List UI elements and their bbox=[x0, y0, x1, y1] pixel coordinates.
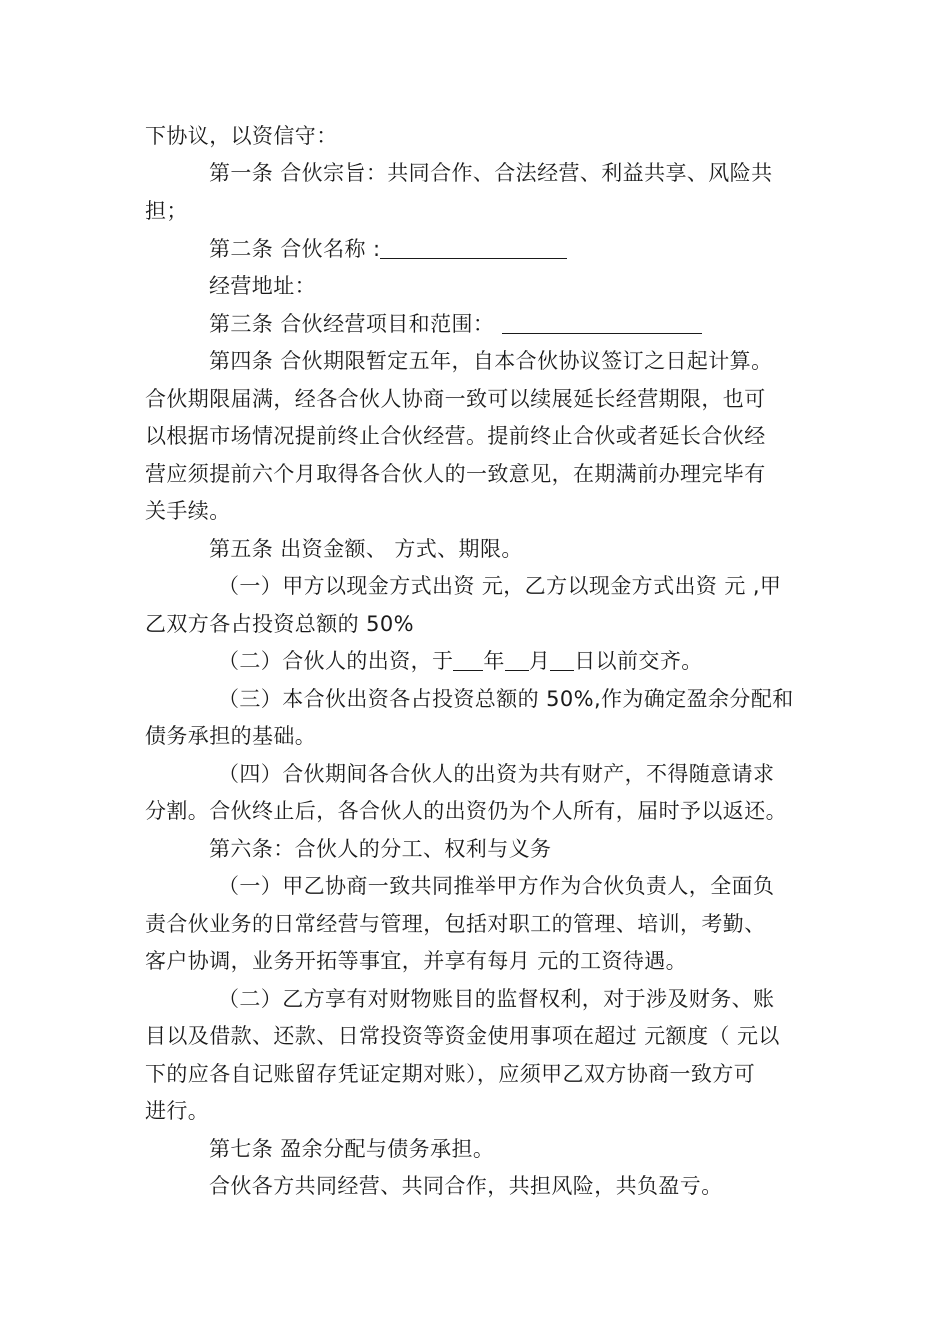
article-5-1-line-2: 乙双方各占投资总额的 50% bbox=[145, 612, 414, 636]
article-4-line-2: 合伙期限届满，经各合伙人协商一致可以续展延长经营期限，也可 bbox=[145, 387, 766, 411]
article-3-label: 第三条 合伙经营项目和范围： bbox=[209, 312, 495, 336]
article-1-line-1: 第一条 合伙宗旨：共同合作、合法经营、利益共享、风险共 bbox=[209, 161, 773, 185]
article-7-body: 合伙各方共同经营、共同合作，共担风险，共负盈亏。 bbox=[209, 1174, 723, 1198]
article-4-line-5: 关手续。 bbox=[145, 499, 231, 523]
partnership-name-blank bbox=[380, 236, 567, 259]
article-6-2-line-4: 进行。 bbox=[145, 1099, 210, 1123]
article-4-line-3: 以根据市场情况提前终止合伙经营。提前终止合伙或者延长合伙经 bbox=[145, 424, 766, 448]
article-5-2-text-d: 日以前交齐。 bbox=[574, 649, 703, 673]
article-5-2 bbox=[218, 646, 703, 676]
article-5-2-year: 年 bbox=[483, 649, 505, 673]
article-7-title: 第七条 盈余分配与债务承担。 bbox=[209, 1137, 495, 1161]
intro-tail: 下协议，以资信守： bbox=[145, 124, 338, 148]
article-4-line-4: 营应须提前六个月取得各合伙人的一致意见，在期满前办理完毕有 bbox=[145, 462, 766, 486]
article-5-3-line-1: （三）本合伙出资各占投资总额的 50%,作为确定盈余分配和 bbox=[218, 687, 794, 711]
article-5-title: 第五条 出资金额、 方式、期限。 bbox=[209, 537, 523, 561]
article-2 bbox=[209, 234, 567, 264]
article-5-1-line-1: （一）甲方以现金方式出资 元，乙方以现金方式出资 元 ,甲 bbox=[218, 574, 782, 598]
article-6-1-line-1: （一）甲乙协商一致共同推举甲方作为合伙负责人，全面负 bbox=[218, 874, 775, 898]
business-scope-blank bbox=[502, 311, 702, 334]
article-2-label: 第二条 合伙名称 : bbox=[209, 237, 381, 261]
article-5-4-line-2: 分割。合伙终止后，各合伙人的出资仍为个人所有，届时予以返还。 bbox=[145, 799, 787, 823]
article-5-4-line-1: （四）合伙期间各合伙人的出资为共有财产，不得随意请求 bbox=[218, 762, 775, 786]
article-5-3-line-2: 债务承担的基础。 bbox=[145, 724, 317, 748]
article-1-line-2: 担； bbox=[145, 199, 188, 223]
month-blank bbox=[505, 648, 529, 671]
article-6-2-line-3: 下的应各自记账留存凭证定期对账），应须甲乙双方协商一致方可 bbox=[145, 1062, 756, 1086]
article-6-1-line-2: 责合伙业务的日常经营与管理，包括对职工的管理、培训，考勤、 bbox=[145, 912, 766, 936]
article-6-2-line-2: 目以及借款、还款、日常投资等资金使用事项在超过 元额度（ 元以 bbox=[145, 1024, 780, 1048]
article-5-2-month: 月 bbox=[528, 649, 551, 673]
article-3 bbox=[209, 309, 702, 339]
article-4-line-1: 第四条 合伙期限暂定五年，自本合伙协议签订之日起计算。 bbox=[209, 349, 773, 373]
article-6-title: 第六条：合伙人的分工、权利与义务 bbox=[209, 837, 552, 861]
address-label: 经营地址： bbox=[209, 274, 316, 298]
article-6-1-line-3: 客户协调，业务开拓等事宜，并享有每月 元的工资待遇。 bbox=[145, 949, 688, 973]
day-blank bbox=[550, 648, 574, 671]
article-5-2-text-a: （二）合伙人的出资，于 bbox=[218, 649, 454, 673]
year-blank bbox=[453, 648, 483, 671]
article-6-2-line-1: （二）乙方享有对财物账目的监督权利，对于涉及财务、账 bbox=[218, 987, 775, 1011]
